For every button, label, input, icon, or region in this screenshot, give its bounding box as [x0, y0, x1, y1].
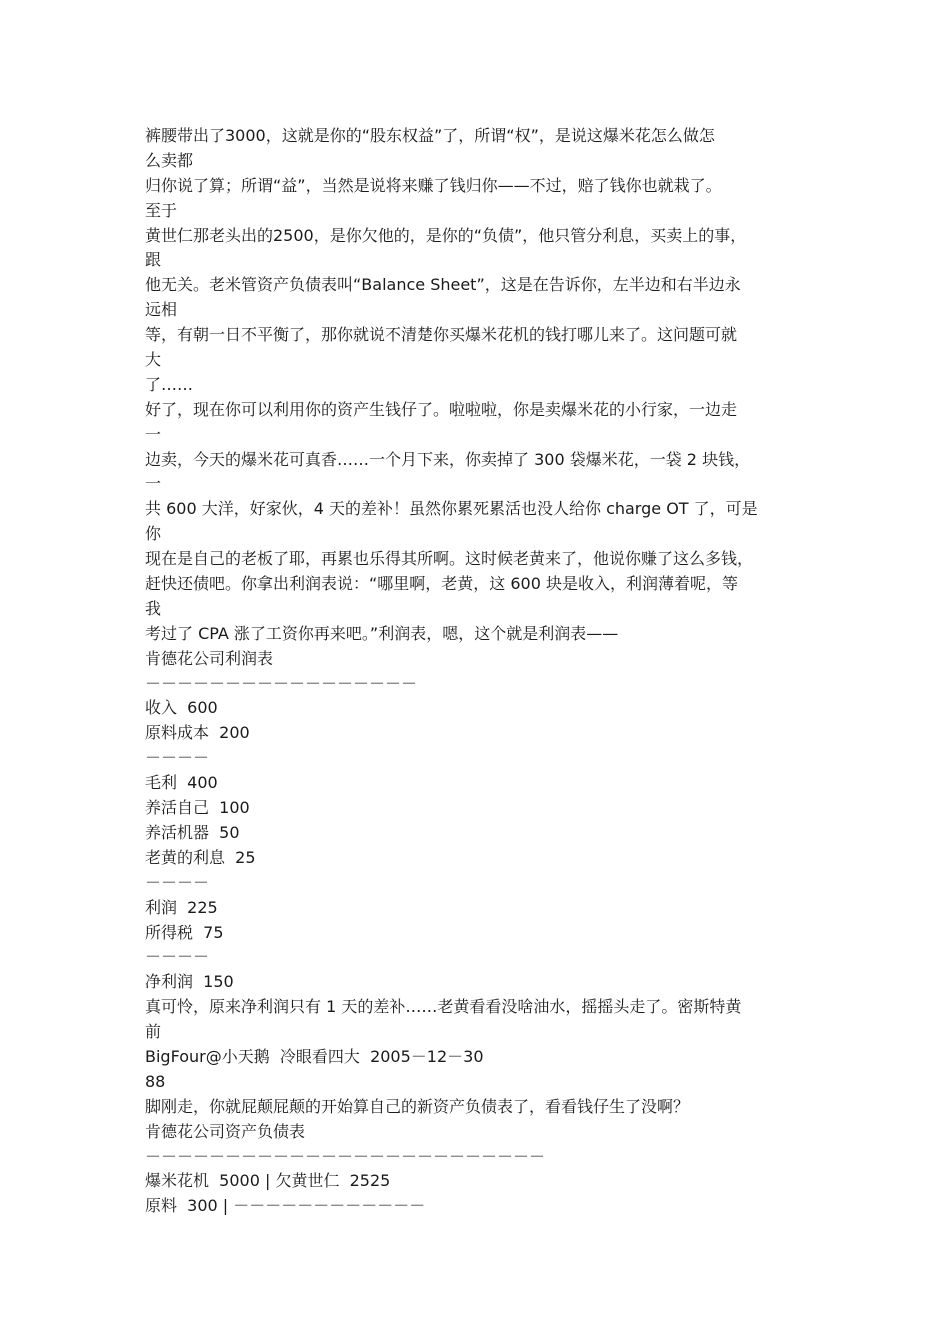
text-line: 共 600 大洋，好家伙，4 天的差补！虽然你累死累活也没人给你 charge OT 了，可是	[145, 499, 758, 519]
text-line: 好了，现在你可以利用你的资产生钱仔了。啦啦啦，你是卖爆米花的小行家，一边走	[145, 399, 738, 419]
divider-line: －－－－	[145, 947, 210, 967]
statement-row: 原料成本 200	[145, 723, 250, 743]
divider-line: －－－－	[145, 872, 210, 892]
text-line: 一	[145, 424, 162, 444]
statement-row: 养活机器 50	[145, 822, 240, 842]
text-line: 黄世仁那老头出的2500，是你欠他的，是你的“负债”，他只管分利息，买卖上的事，	[145, 225, 747, 245]
divider-line: －－－－－－－－－－－－－－－－－	[145, 673, 418, 693]
statement-row: 老黄的利息 25	[145, 847, 256, 867]
statement-row: 毛利 400	[145, 773, 218, 793]
text-line: 边卖，今天的爆米花可真香……一个月下来，你卖掉了 300 袋爆米花，一袋 2 块钱，	[145, 449, 751, 469]
statement-row: 利润 225	[145, 897, 218, 917]
statement-row: 净利润 150	[145, 972, 234, 992]
statement-row: 养活自己 100	[145, 798, 250, 818]
statement-row: 收入 600	[145, 698, 218, 718]
balance-sheet-row: 原料 300 | －－－－－－－－－－－－	[145, 1196, 426, 1216]
text-line: 他无关。老米管资产负债表叫“Balance Sheet”，这是在告诉你，左半边和右半边永	[145, 275, 741, 295]
text-line: 至于	[145, 200, 178, 220]
text-line: 一	[145, 474, 162, 494]
text-line: 远相	[145, 300, 178, 320]
text-line: 了……	[145, 374, 194, 394]
document-body	[145, 124, 825, 1219]
page-footer-source: BigFour@小天鹅 冷眼看四大 2005－12－30	[145, 1046, 484, 1066]
text-line: 现在是自己的老板了耶，再累也乐得其所啊。这时候老黄来了，他说你赚了这么多钱，	[145, 549, 754, 569]
text-line: 你	[145, 524, 162, 544]
text-line: 前	[145, 1022, 162, 1042]
text-line: 赶快还债吧。你拿出利润表说：“哪里啊，老黄，这 600 块是收入，利润薄着呢，等	[145, 574, 739, 594]
divider-line: －－－－	[145, 748, 210, 768]
text-line: 归你说了算；所谓“益”，当然是说将来赚了钱归你——不过，赔了钱你也就栽了。	[145, 175, 722, 195]
text-line: 跟	[145, 250, 162, 270]
text-line: 大	[145, 350, 162, 370]
text-line: 我	[145, 598, 162, 618]
text-line: 等，有朝一日不平衡了，那你就说不清楚你买爆米花机的钱打哪儿来了。这问题可就	[145, 325, 738, 345]
balance-sheet-row: 爆米花机 5000 | 欠黄世仁 2525	[145, 1171, 391, 1191]
statement-row: 所得税 75	[145, 922, 224, 942]
text-line: 脚刚走，你就屁颠屁颠的开始算自己的新资产负债表了，看看钱仔生了没啊？	[145, 1096, 690, 1116]
text-line: 么卖都	[145, 150, 194, 170]
text-line: 真可怜，原来净利润只有 1 天的差补……老黄看看没啥油水，摇摇头走了。密斯特黄	[145, 997, 742, 1017]
page-number: 88	[145, 1071, 166, 1091]
balance-sheet-title: 肯德花公司资产负债表	[145, 1121, 306, 1141]
divider-line: －－－－－－－－－－－－－－－－－－－－－－－－－	[145, 1146, 546, 1166]
text-line: 考过了 CPA 涨了工资你再来吧。”利润表，嗯，这个就是利润表——	[145, 623, 619, 643]
income-statement-title: 肯德花公司利润表	[145, 648, 274, 668]
text-line: 裤腰带出了3000，这就是你的“股东权益”了，所谓“权”，是说这爆米花怎么做怎	[145, 126, 715, 145]
